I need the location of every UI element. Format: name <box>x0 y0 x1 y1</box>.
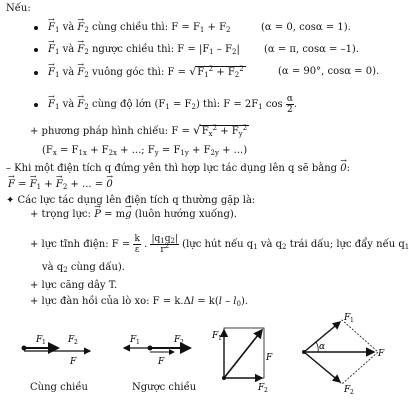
svg-text:F: F <box>344 385 351 395</box>
intro-label: Nếu: <box>6 3 31 14</box>
svg-text:2: 2 <box>350 389 354 396</box>
svg-text:F: F <box>344 313 351 323</box>
svg-text:F: F <box>212 331 219 341</box>
svg-text:α: α <box>319 342 326 352</box>
electrostatic-force: + lực tĩnh điện: F = $\frac{k}{\varepsilon}$ . $\frac{|q_1q_2|}{r^2}$ (lực hút nếu $q_1$ và $q_2$ trái dấu; lực đẩy nếu $q_1$ <box>30 234 409 255</box>
svg-text:2: 2 <box>74 339 78 346</box>
svg-text:2: 2 <box>264 387 268 394</box>
equilibrium-equation: → F = → $F_1$ + → $F_2$ + ... = → 0 <box>8 179 113 191</box>
electrostatic-note: và $q_2$ cùng dấu). <box>42 262 125 274</box>
svg-text:1: 1 <box>136 339 140 346</box>
svg-text:1: 1 <box>218 335 222 342</box>
figure-equal-magnitude <box>292 312 388 394</box>
projection-detail: ($F_x = F_{1x} + F_{2x}$ + ...; $F_y = F_{1y} + F_{2y}$ + ...) <box>42 145 248 157</box>
tension-force: + lực căng dây T. <box>30 280 118 291</box>
spring-force: + lực đàn hồi của lò xo: $F = k.\Delta l = k(l - l_0)$. <box>30 296 249 308</box>
gravity-force: + trọng lực: → P = m→ g (luôn hướng xuống). <box>30 209 237 221</box>
svg-text:F: F <box>70 357 77 367</box>
svg-text:F: F <box>158 357 165 367</box>
svg-text:F: F <box>258 383 265 393</box>
case-opposite-direction: → $F_1$ và → $F_2$ ngược chiều thì: $F = |F_1 - F_2|$ (α = π, cosα = –1). <box>34 44 240 56</box>
forces-title: ✦ Các lực tác dụng lên điện tích q thường gặp là: <box>6 195 256 206</box>
bullet-icon <box>34 103 38 107</box>
bullet-icon <box>34 26 38 30</box>
svg-text:F: F <box>174 335 181 345</box>
svg-text:F: F <box>130 335 137 345</box>
figure-opposite-direction <box>118 318 198 366</box>
svg-text:F: F <box>68 335 75 345</box>
figure-perpendicular <box>210 322 276 392</box>
caption-opposite-direction: Ngược chiều <box>132 382 197 393</box>
caption-same-direction: Cùng chiều <box>30 382 88 393</box>
equilibrium-statement: – Khi một điện tích q đứng yên thì hợp lực tác dụng lên q sẽ bằng → 0: <box>6 163 350 175</box>
svg-text:F: F <box>36 335 43 345</box>
bullet-icon <box>34 71 38 75</box>
figure-same-direction <box>18 318 100 366</box>
svg-text:F: F <box>378 349 385 359</box>
bullet-icon <box>34 48 38 52</box>
projection-method: + phương pháp hình chiếu: $F = √F_x^2 + F_y^2$ <box>30 123 248 138</box>
svg-text:1: 1 <box>42 339 46 346</box>
case-equal-magnitude: → $F_1$ và → $F_2$ cùng độ lớn $(F_1 = F_2)$ thì: $F = 2F_1$ cos $\frac{\alpha}{2}$ . <box>34 94 297 115</box>
svg-text:2: 2 <box>180 339 184 346</box>
svg-text:1: 1 <box>350 317 354 324</box>
svg-text:F: F <box>266 353 273 363</box>
case-perpendicular: → $F_1$ và → $F_2$ vuông góc thì: $F = √F_1^2 + F_2^2$ (α = 90°, cosα = 0). <box>34 66 246 79</box>
case-same-direction: → $F_1$ và → $F_2$ cùng chiều thì: $F = F_1 + F_2$ (α = 0, cosα = 1). <box>34 22 231 34</box>
